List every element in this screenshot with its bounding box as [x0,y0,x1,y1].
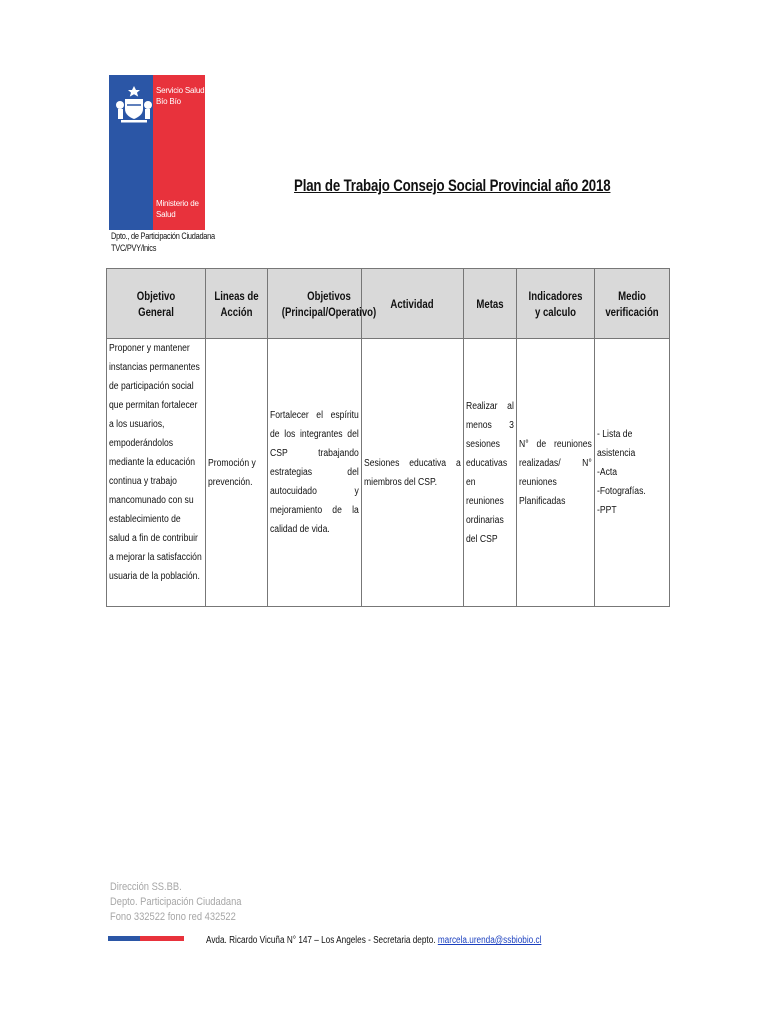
coat-of-arms-icon [115,83,153,125]
header-objetivos: Objetivos (Principal/Operativo) [268,269,362,339]
cell-objetivo-general: Proponer y mantener instancias permanentes de participación social que permitan fortalecer a los usuarios, empoderándolos mediante la educación continua y trabajo mancomunado con su establecimiento de salud a fin de contribuir a mejorar la satisfacción usuaria de la población. [107,339,206,607]
department-name: Dpto., de Participación Ciudadana [111,231,215,241]
header-indicadores: Indicadores y calculo [517,269,595,339]
cell-objetivos: Fortalecer el espíritu de los integrantes del CSP trabajando estrategias del autocuidado y mejoramiento de la calidad de vida. [268,339,362,607]
verification-item: -Acta [597,467,618,478]
verification-item: -Fotografías. [597,486,646,497]
header-metas: Metas [464,269,517,339]
header-actividad: Actividad [362,269,464,339]
cell-actividad: Sesiones educativa a miembros del CSP. [362,339,464,607]
page-title: Plan de Trabajo Consejo Social Provincial año 2018 [294,176,611,195]
footer-flag-bar [108,936,184,941]
cell-lineas-accion: Promoción y prevención. [206,339,268,607]
logo-org-text: Servicio Salud Bío Bío [156,86,205,106]
table-row [107,339,670,607]
department-label [111,230,215,254]
cell-indicadores: N° de reuniones realizadas/ N° reuniones Planificadas [517,339,595,607]
verification-item: - Lista de asistencia [597,429,636,459]
document-reference: TVC/PVY/lnics [111,243,157,253]
header-medio-verificacion: Medio verificación [595,269,670,339]
table-header-row [107,269,670,339]
cell-metas: Realizar al menos 3 sesiones educativas en reuniones ordinarias del CSP [464,339,517,607]
footer-faded-contact: Dirección SS.BB. Depto. Participación Ciudadana Fono 332522 fono red 432522 [110,881,242,923]
cell-medio-verificacion [595,339,670,607]
footer-address: Avda. Ricardo Vicuña N° 147 – Los Angeles - Secretaria depto. marcela.urenda@ssbiobio.cl [206,935,542,946]
work-plan-table [106,268,670,607]
verification-item: -PPT [597,505,617,516]
header-lineas-accion: Lineas de Acción [206,269,268,339]
header-objetivo-general: Objetivo General [107,269,206,339]
email-link[interactable]: marcela.urenda@ssbiobio.cl [437,935,542,946]
logo-ministry-text: Ministerio de Salud [156,199,199,219]
ministry-logo [109,75,205,230]
